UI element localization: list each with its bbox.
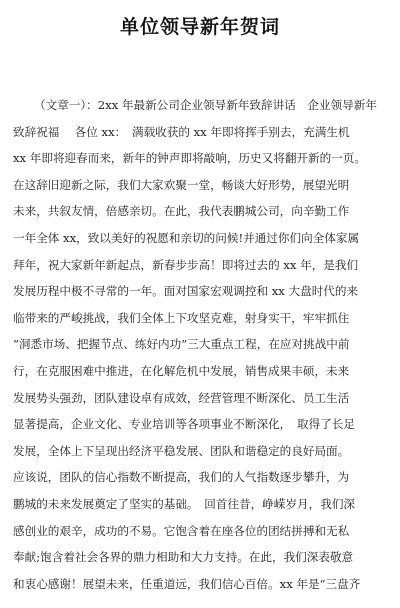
document-body [0, 92, 400, 597]
body-line: 在这辞旧迎新之际，我们大家欢聚一堂，畅谈大好形势，展望光明 [13, 177, 350, 192]
body-line: （文章一）：2xx 年最新公司企业领导新年致辞讲话 企业领导新年 [34, 98, 377, 112]
document-title: 单位领导新年贺词 [119, 16, 280, 38]
body-line: 应该说，团队的信心指数不断提高，我们的人气指数逐步攀升，为 [13, 470, 350, 485]
body-line: 和衷心感谢！展望未来，任重道远，我们信心百倍。xx 年是“三盘齐 [13, 576, 361, 591]
body-line: “洞悉市场、把握节点、练好内功”三大重点工程，在应对挑战中前 [13, 337, 350, 352]
body-line: 奉献;饱含着社会各界的鼎力相助和大力支持。在此，我们深表敬意 [13, 550, 354, 565]
body-line: 拜年，祝大家新年新起点，新春步步高！即将过去的 xx 年，是我们 [13, 257, 359, 272]
body-line: 发展，全体上下呈现出经济平稳发展、团队和谐稳定的良好局面。 [13, 443, 350, 458]
body-line: 发展历程中极不寻常的一年。面对国家宏观调控和 xx 大盘时代的来 [13, 284, 359, 299]
body-line: 鹏城的未来发展奠定了坚实的基础。 回首往昔，峥嵘岁月，我们深 [13, 496, 356, 511]
body-line: 临带来的严峻挑战，我们全体上下攻坚克难，射身实干，牢牢抓住 [13, 310, 350, 325]
body-line: 显著提高，企业文化、专业培训等各项事业不断深化， 取得了长足 [13, 417, 356, 432]
body-line: 致辞祝福 各位 xx： 满载收获的 xx 年即将挥手别去，充满生机 [13, 124, 350, 139]
body-line: 一年全体 xx，致以美好的祝愿和亲切的问候!并通过你们向全体家属 [13, 230, 360, 245]
body-line: 行，在克服困难中推进，在化解危机中发展，销售成果丰硕，未来 [13, 363, 350, 378]
body-line: 未来，共叙友情，倍感亲切。在此，我代表鹏城公司，向辛勤工作 [13, 204, 350, 219]
body-line: xx 年即将迎春而来，新年的钟声即将敲响，历史又将翻开新的一页。 [13, 151, 366, 166]
body-line: 发展势头强劲，团队建设卓有成效，经营管理不断深化、员工生活 [13, 390, 350, 405]
body-line: 感创业的艰辛，成功的不易。它饱含着在座各位的团结拼搏和无私 [13, 523, 350, 538]
